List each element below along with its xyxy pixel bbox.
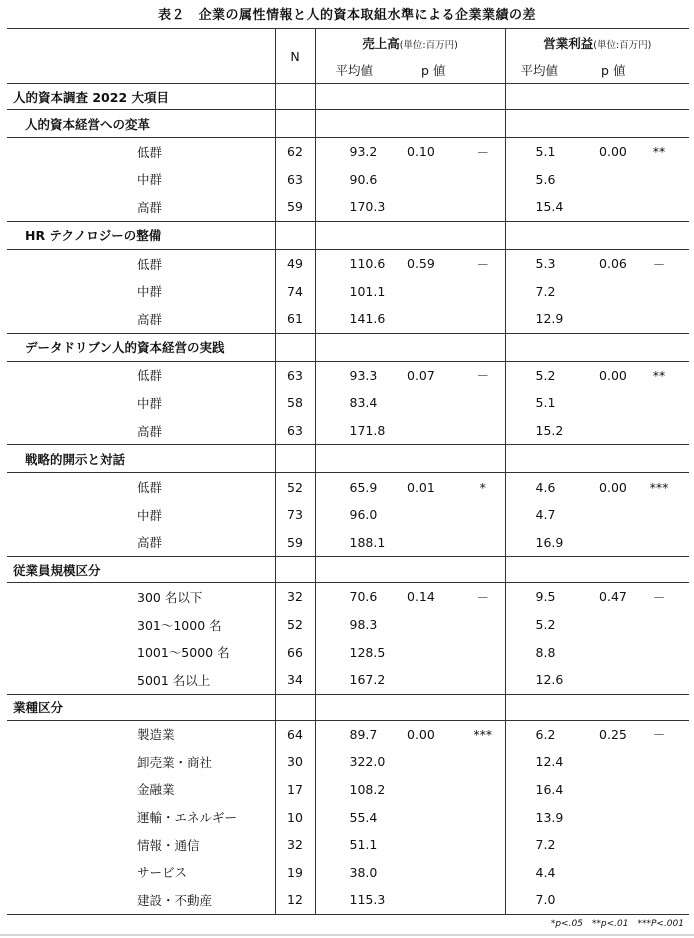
- row-profit-p: 0.00: [573, 361, 629, 389]
- row-profit-sig: [629, 886, 689, 914]
- group-n-blank: [275, 84, 315, 110]
- row-profit-mean: 12.9: [535, 311, 564, 327]
- table-row: [7, 776, 689, 804]
- row-profit-p: 0.00: [573, 138, 629, 166]
- row-sales-sig: [461, 831, 505, 859]
- row-sales-sig: *: [461, 473, 505, 501]
- row-n: 73: [275, 501, 315, 529]
- row-profit-mean: 6.2: [505, 720, 573, 748]
- row-sales-sig: －: [461, 249, 505, 277]
- row-n: 30: [275, 748, 315, 776]
- section-blank: [315, 445, 393, 473]
- row-n: 49: [275, 249, 315, 277]
- row-label: 高群: [7, 193, 275, 221]
- table-row: [7, 583, 689, 611]
- group-n-blank: [275, 694, 315, 720]
- group-header-employee-size: [7, 557, 689, 583]
- row-sales-sig: [461, 858, 505, 886]
- row-profit-sig: [629, 417, 689, 445]
- row-profit-mean: 4.7: [535, 507, 556, 523]
- group-header-industry-label: 業種区分: [7, 694, 275, 720]
- row-profit-mean: 15.4: [535, 199, 564, 215]
- row-sales-mean: 65.9: [315, 473, 393, 501]
- row-sales-sig: [461, 776, 505, 804]
- row-n: 63: [275, 361, 315, 389]
- table-row: [7, 720, 689, 748]
- row-profit-sig: [629, 193, 689, 221]
- row-profit-mean: 4.4: [535, 864, 556, 880]
- header-sales-unit: (単位:百万円): [399, 39, 458, 51]
- row-profit-p: 0.00: [573, 473, 629, 501]
- row-n: 63: [275, 417, 315, 445]
- section-blank: [393, 110, 461, 138]
- section-label: データドリブン人的資本経営の実践: [7, 333, 275, 361]
- section-n-blank: [275, 221, 315, 249]
- section-label: HR テクノロジーの整備: [7, 221, 275, 249]
- row-label: 金融業: [7, 776, 275, 804]
- table-row: [7, 831, 689, 859]
- row-sales-mean: 322.0: [349, 754, 386, 770]
- row-sales-p: [393, 389, 461, 417]
- header-row-1: [7, 29, 689, 57]
- row-profit-p: [573, 305, 629, 333]
- row-sales-mean: 70.6: [315, 583, 393, 611]
- row-profit-p: [573, 529, 629, 557]
- row-profit-p: [573, 831, 629, 859]
- row-label: 高群: [7, 417, 275, 445]
- section-header-row: [7, 221, 689, 249]
- row-profit-p: 0.06: [573, 249, 629, 277]
- row-sales-sig: [461, 748, 505, 776]
- row-profit-mean: 4.6: [505, 473, 573, 501]
- row-profit-mean: 13.9: [535, 809, 564, 825]
- row-sales-mean: 141.6: [349, 311, 386, 327]
- row-sales-p: 0.14: [393, 583, 461, 611]
- row-label: 中群: [7, 501, 275, 529]
- row-label: 低群: [7, 138, 275, 166]
- section-n-blank: [275, 333, 315, 361]
- group-blank: [505, 84, 573, 110]
- table-row: [7, 666, 689, 694]
- row-sales-p: 0.01: [393, 473, 461, 501]
- section-blank: [461, 445, 505, 473]
- row-sales-p: 0.00: [393, 720, 461, 748]
- group-blank: [505, 694, 573, 720]
- group-blank: [505, 557, 573, 583]
- section-header-row: [7, 333, 689, 361]
- header-sales-label: 売上高: [362, 35, 400, 51]
- section-blank: [393, 445, 461, 473]
- row-sales-sig: [461, 166, 505, 194]
- group-blank: [315, 694, 393, 720]
- group-n-blank: [275, 557, 315, 583]
- header-n: N: [275, 29, 315, 84]
- row-n: 61: [275, 305, 315, 333]
- header-profit-label: 営業利益: [543, 35, 594, 51]
- group-blank: [629, 557, 689, 583]
- row-sales-mean: 93.3: [315, 361, 393, 389]
- header-profit: [505, 29, 689, 57]
- row-profit-mean: 7.2: [535, 837, 556, 853]
- section-blank: [315, 110, 393, 138]
- section-blank: [573, 221, 629, 249]
- results-table: [7, 28, 689, 915]
- row-profit-mean: 8.8: [535, 644, 556, 660]
- row-sales-p: [393, 803, 461, 831]
- row-profit-p: [573, 277, 629, 305]
- row-label: 低群: [7, 361, 275, 389]
- row-profit-sig: [629, 748, 689, 776]
- section-blank: [629, 445, 689, 473]
- row-profit-sig: [629, 277, 689, 305]
- section-label: 戦略的開示と対話: [7, 445, 275, 473]
- row-n: 52: [275, 473, 315, 501]
- row-label: 製造業: [7, 720, 275, 748]
- row-profit-mean: 7.0: [505, 886, 573, 914]
- row-sales-p: [393, 611, 461, 639]
- row-profit-p: [573, 166, 629, 194]
- row-profit-mean: 12.4: [535, 754, 564, 770]
- row-sales-p: [393, 501, 461, 529]
- table-row: [7, 166, 689, 194]
- row-sales-p: [393, 776, 461, 804]
- row-profit-mean: 15.2: [535, 423, 564, 439]
- table-row: [7, 305, 689, 333]
- section-blank: [315, 333, 393, 361]
- row-label: 低群: [7, 473, 275, 501]
- row-sales-mean: 167.2: [349, 672, 386, 688]
- section-header-row: [7, 445, 689, 473]
- row-sales-sig: [461, 529, 505, 557]
- group-header-industry: [7, 694, 689, 720]
- table-row: [7, 858, 689, 886]
- row-profit-p: [573, 611, 629, 639]
- row-profit-mean: 9.5: [505, 583, 573, 611]
- row-sales-mean: 55.4: [349, 809, 378, 825]
- section-n-blank: [275, 445, 315, 473]
- row-sales-sig: －: [461, 583, 505, 611]
- row-label: 1001～5000 名: [7, 638, 275, 666]
- table-row: [7, 417, 689, 445]
- group-header-hr-survey: [7, 84, 689, 110]
- row-sales-sig: [461, 417, 505, 445]
- row-label: 運輸・エネルギー: [7, 803, 275, 831]
- row-n: 32: [275, 583, 315, 611]
- row-sales-mean: 115.3: [315, 886, 393, 914]
- row-profit-mean: 5.3: [505, 249, 573, 277]
- section-blank: [505, 221, 573, 249]
- table-row: [7, 886, 689, 914]
- table-row: [7, 748, 689, 776]
- row-label: 5001 名以上: [7, 666, 275, 694]
- row-profit-p: [573, 389, 629, 417]
- row-profit-p: [573, 666, 629, 694]
- row-profit-sig: [629, 638, 689, 666]
- row-label: 高群: [7, 305, 275, 333]
- row-profit-p: 0.25: [573, 720, 629, 748]
- group-blank: [315, 84, 393, 110]
- section-blank: [629, 221, 689, 249]
- row-profit-p: [573, 501, 629, 529]
- row-sales-p: 0.59: [393, 249, 461, 277]
- row-profit-p: [573, 886, 629, 914]
- row-sales-p: [393, 886, 461, 914]
- header-row-2: [7, 56, 689, 84]
- row-sales-sig: [461, 666, 505, 694]
- table-row: [7, 473, 689, 501]
- row-sales-sig: [461, 638, 505, 666]
- row-sales-p: [393, 529, 461, 557]
- row-n: 59: [275, 529, 315, 557]
- row-sales-p: [393, 831, 461, 859]
- row-sales-mean: 188.1: [349, 534, 386, 550]
- group-blank: [393, 557, 461, 583]
- table-row: [7, 803, 689, 831]
- page-bottom-line: [0, 934, 694, 936]
- row-profit-mean: 12.6: [535, 672, 564, 688]
- group-blank: [573, 84, 629, 110]
- row-label: 中群: [7, 389, 275, 417]
- row-sales-p: 0.07: [393, 361, 461, 389]
- row-sales-mean: 51.1: [349, 837, 378, 853]
- row-label: 卸売業・商社: [7, 748, 275, 776]
- section-blank: [505, 110, 573, 138]
- row-sales-p: [393, 666, 461, 694]
- row-n: 66: [275, 638, 315, 666]
- row-sales-sig: [461, 389, 505, 417]
- row-profit-sig: [629, 501, 689, 529]
- section-blank: [629, 333, 689, 361]
- row-n: 58: [275, 389, 315, 417]
- row-profit-sig: －: [629, 249, 689, 277]
- row-profit-p: [573, 803, 629, 831]
- row-sales-mean: 98.3: [349, 617, 378, 633]
- row-n: 64: [275, 720, 315, 748]
- row-profit-sig: [629, 803, 689, 831]
- group-blank: [315, 557, 393, 583]
- header-profit-p: p 値: [601, 62, 626, 78]
- header-profit-unit: (単位:百万円): [593, 39, 652, 51]
- section-blank: [629, 110, 689, 138]
- row-sales-p: [393, 166, 461, 194]
- row-sales-p: [393, 748, 461, 776]
- row-n: 52: [275, 611, 315, 639]
- row-sales-sig: [461, 193, 505, 221]
- group-blank: [573, 557, 629, 583]
- row-sales-mean: 108.2: [349, 781, 386, 797]
- row-sales-p: [393, 858, 461, 886]
- table-row: [7, 277, 689, 305]
- table-row: [7, 193, 689, 221]
- row-sales-p: [393, 277, 461, 305]
- row-sales-sig: [461, 305, 505, 333]
- header-blank: [7, 29, 275, 57]
- header-sales-mean: 平均値: [335, 62, 373, 78]
- row-sales-p: [393, 638, 461, 666]
- table-title: 表２ 企業の属性情報と人的資本取組水準による企業業績の差: [157, 8, 536, 23]
- section-blank: [393, 221, 461, 249]
- section-header-row: [7, 110, 689, 138]
- group-blank: [393, 84, 461, 110]
- row-profit-mean: 5.2: [535, 617, 556, 633]
- row-sales-p: [393, 417, 461, 445]
- row-n: 63: [275, 166, 315, 194]
- row-n: 34: [275, 666, 315, 694]
- row-profit-sig: [629, 166, 689, 194]
- row-sales-sig: －: [461, 138, 505, 166]
- row-sales-sig: [461, 803, 505, 831]
- row-sales-sig: ***: [461, 720, 505, 748]
- section-blank: [505, 333, 573, 361]
- row-n: 12: [275, 886, 315, 914]
- row-sales-sig: －: [461, 361, 505, 389]
- row-sales-sig: [461, 501, 505, 529]
- section-n-blank: [275, 110, 315, 138]
- row-profit-sig: [629, 305, 689, 333]
- row-n: 62: [275, 138, 315, 166]
- row-sales-sig: [461, 611, 505, 639]
- row-sales-mean: 89.7: [315, 720, 393, 748]
- row-profit-sig: [629, 666, 689, 694]
- group-blank: [573, 694, 629, 720]
- row-n: 10: [275, 803, 315, 831]
- row-profit-sig: **: [629, 138, 689, 166]
- row-label: 低群: [7, 249, 275, 277]
- table-row: [7, 249, 689, 277]
- row-n: 19: [275, 858, 315, 886]
- group-blank: [461, 694, 505, 720]
- row-sales-mean: 110.6: [315, 249, 393, 277]
- row-label: 中群: [7, 277, 275, 305]
- row-n: 74: [275, 277, 315, 305]
- row-sales-sig: [461, 277, 505, 305]
- row-profit-sig: ***: [629, 473, 689, 501]
- table-row: [7, 611, 689, 639]
- row-sales-mean: 83.4: [349, 395, 378, 411]
- row-label: 301～1000 名: [7, 611, 275, 639]
- row-sales-sig: [461, 886, 505, 914]
- row-profit-sig: －: [629, 583, 689, 611]
- row-profit-p: [573, 748, 629, 776]
- table-row: [7, 638, 689, 666]
- table-row: [7, 501, 689, 529]
- section-label: 人的資本経営への変革: [7, 110, 275, 138]
- row-sales-mean: 93.2: [315, 138, 393, 166]
- row-profit-mean: 5.6: [535, 171, 556, 187]
- row-profit-mean: 5.2: [505, 361, 573, 389]
- row-profit-p: [573, 858, 629, 886]
- row-profit-mean: 16.4: [535, 781, 564, 797]
- table-row: [7, 389, 689, 417]
- row-sales-mean: 128.5: [349, 644, 386, 660]
- header-blank-2: [7, 56, 275, 84]
- row-profit-sig: [629, 858, 689, 886]
- section-blank: [573, 445, 629, 473]
- header-sales-p: p 値: [393, 56, 505, 84]
- row-n: 32: [275, 831, 315, 859]
- section-blank: [505, 445, 573, 473]
- table-row: [7, 138, 689, 166]
- row-n: 17: [275, 776, 315, 804]
- row-profit-p: 0.47: [573, 583, 629, 611]
- group-blank: [461, 557, 505, 583]
- row-label: 情報・通信: [7, 831, 275, 859]
- row-sales-mean: 101.1: [349, 283, 386, 299]
- row-sales-mean: 90.6: [349, 171, 378, 187]
- row-label: 300 名以下: [7, 583, 275, 611]
- header-profit-mean: 平均値: [520, 62, 559, 78]
- row-sales-p: [393, 305, 461, 333]
- section-blank: [461, 333, 505, 361]
- row-profit-sig: **: [629, 361, 689, 389]
- row-profit-sig: [629, 389, 689, 417]
- table-row: [7, 529, 689, 557]
- footnote: *p<.05 **p<.01 ***P<.001: [550, 919, 684, 929]
- row-label: 高群: [7, 529, 275, 557]
- row-profit-p: [573, 193, 629, 221]
- row-profit-sig: [629, 776, 689, 804]
- row-profit-mean: 16.9: [535, 534, 564, 550]
- row-profit-p: [573, 776, 629, 804]
- header-sales: [315, 29, 505, 57]
- row-sales-mean: 96.0: [349, 507, 378, 523]
- row-label: 中群: [7, 166, 275, 194]
- row-profit-sig: [629, 831, 689, 859]
- section-blank: [461, 110, 505, 138]
- row-sales-mean: 171.8: [349, 423, 386, 439]
- section-blank: [393, 333, 461, 361]
- group-header-hr-survey-label: 人的資本調査 2022 大項目: [7, 84, 275, 110]
- group-blank: [393, 694, 461, 720]
- row-n: 59: [275, 193, 315, 221]
- row-profit-p: [573, 638, 629, 666]
- row-sales-mean: 38.0: [349, 864, 378, 880]
- group-blank: [629, 694, 689, 720]
- section-blank: [461, 221, 505, 249]
- row-profit-mean: 5.1: [535, 395, 556, 411]
- row-sales-mean: 170.3: [349, 199, 386, 215]
- group-blank: [629, 84, 689, 110]
- row-profit-mean: 5.1: [505, 138, 573, 166]
- group-blank: [461, 84, 505, 110]
- row-profit-p: [573, 417, 629, 445]
- section-blank: [573, 110, 629, 138]
- row-label: サービス: [7, 858, 275, 886]
- section-blank: [573, 333, 629, 361]
- group-header-employee-size-label: 従業員規模区分: [7, 557, 275, 583]
- row-profit-sig: －: [629, 720, 689, 748]
- row-profit-mean: 7.2: [535, 283, 556, 299]
- row-label: 建設・不動産: [7, 886, 275, 914]
- table-row: [7, 361, 689, 389]
- row-profit-sig: [629, 611, 689, 639]
- row-profit-sig: [629, 529, 689, 557]
- section-blank: [315, 221, 393, 249]
- row-sales-p: [393, 193, 461, 221]
- row-sales-p: 0.10: [393, 138, 461, 166]
